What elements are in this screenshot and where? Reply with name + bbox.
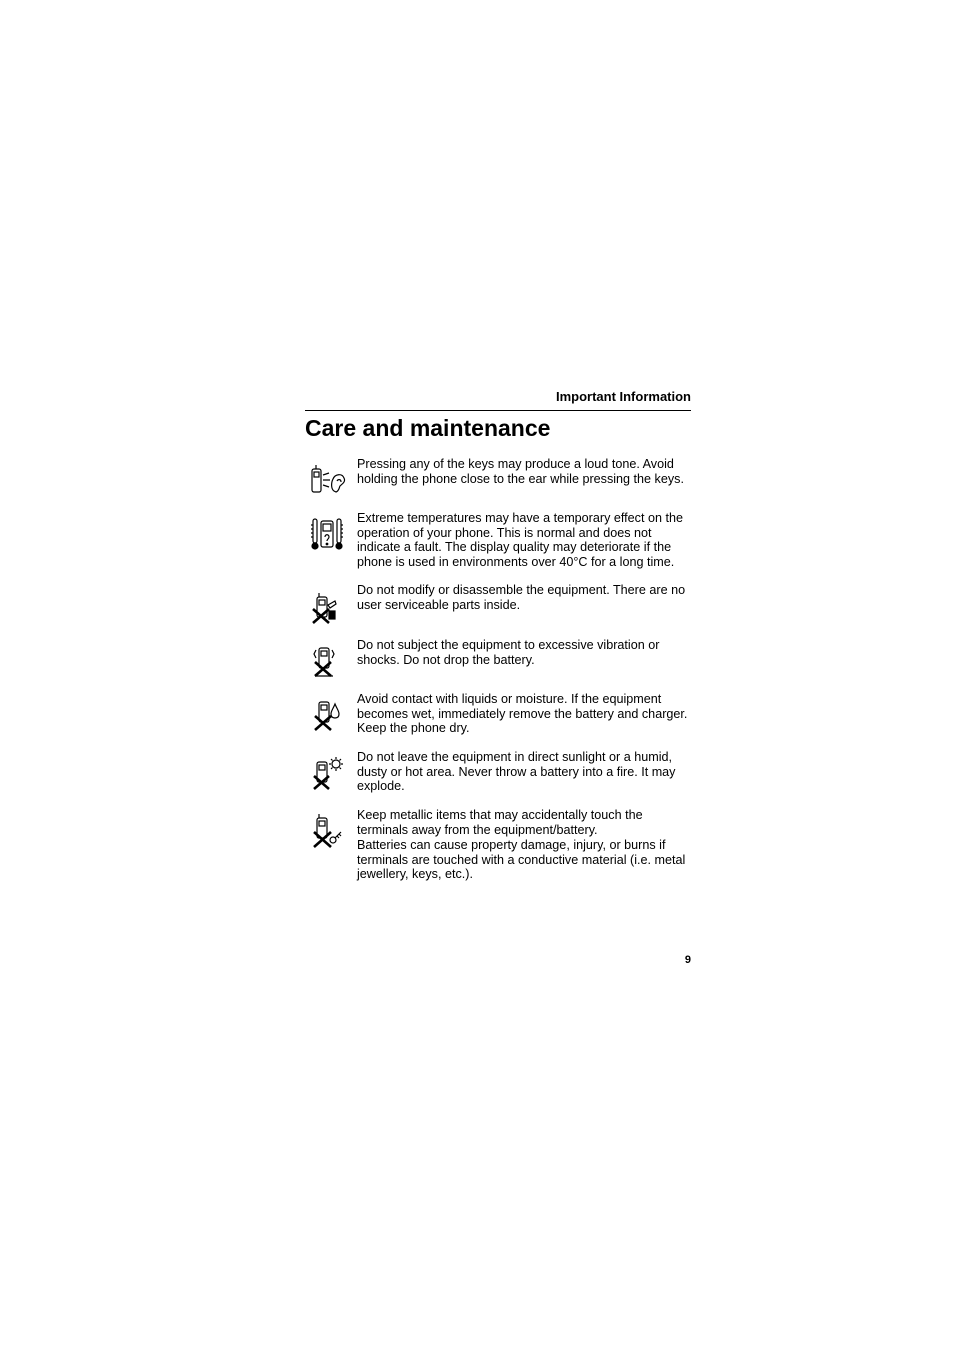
temperature-icon [309, 515, 347, 553]
care-item-paragraph: Do not leave the equipment in direct sunlight or a humid, dusty or hot area. Never throw a battery into a fire. It may explode. [357, 750, 676, 794]
header-divider [305, 410, 691, 411]
care-item-paragraph: Do not modify or disassemble the equipment. There are no user serviceable parts inside. [357, 583, 686, 612]
care-item-text [357, 692, 695, 736]
no-vibration-icon [309, 642, 347, 680]
page-number: 9 [684, 954, 691, 966]
care-item-text [357, 808, 695, 882]
care-item-paragraph: Pressing any of the keys may produce a loud tone. Avoid holding the phone close to the ear while pressing the keys. [357, 457, 684, 486]
care-item-paragraph: Keep metallic items that may accidentally touch the terminals away from the equipment/battery. [357, 808, 643, 837]
care-item-text [357, 750, 695, 794]
no-sunlight-icon [309, 754, 347, 792]
care-item-text [357, 638, 695, 667]
care-item-text [357, 511, 695, 569]
no-metal-contact-icon [309, 812, 347, 850]
no-disassemble-icon [309, 587, 347, 625]
section-header: Important Information [555, 389, 691, 404]
loud-tone-ear-icon [309, 461, 347, 499]
care-item-text [357, 583, 695, 612]
care-item-paragraph: Batteries can cause property damage, injury, or burns if terminals are touched with a conductive material (i.e. metal jewellery, keys, etc.). [357, 838, 686, 882]
care-item-paragraph: Do not subject the equipment to excessive vibration or shocks. Do not drop the battery. [357, 638, 660, 667]
care-item-text [357, 457, 695, 486]
care-item-paragraph: Avoid contact with liquids or moisture. If the equipment becomes wet, immediately remove the battery and charger. Keep the phone dry. [357, 692, 688, 736]
no-liquid-icon [309, 696, 347, 734]
page-title: Care and maintenance [305, 415, 551, 441]
care-item-paragraph: Extreme temperatures may have a temporary effect on the operation of your phone. This is normal and does not indicate a fault. The display quality may deteriorate if the phone is used in environments over 40°C for a long time. [357, 511, 683, 569]
